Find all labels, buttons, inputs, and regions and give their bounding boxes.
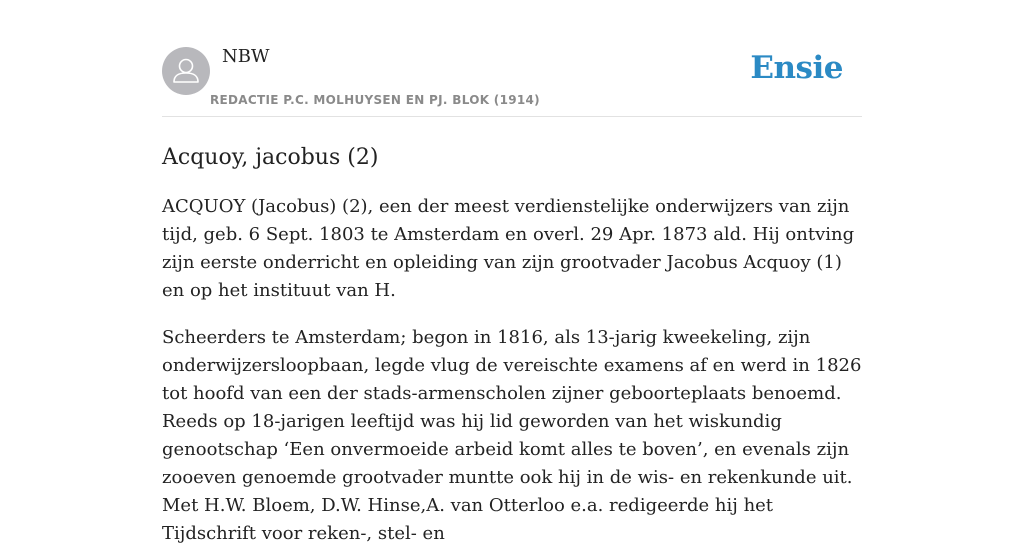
author-subtitle: REDACTIE P.C. MOLHUYSEN EN PJ. BLOK (1914) xyxy=(210,93,540,107)
article-paragraph-2: Scheerders te Amsterdam; begon in 1816, als 13-jarig kweekeling, zijn onderwijzersloopbaan, legde vlug de vereischte examens af en werd in 1826 tot hoofd van een der stads-armenscholen zijner geboorteplaats benoemd. Reeds op 18-jarigen leeftijd was hij lid geworden van het wiskundig genootschap ‘Een onvermoeide arbeid komt alles te boven’, en evenals zijn zooeven genoemde grootvader muntte ook hij in de wis- en rekenkunde uit. Met H.W. Bloem, D.W. Hinse,A. van Otterloo e.a. redigeerde hij het Tijdschrift voor reken-, stel- en xyxy=(162,327,862,544)
header xyxy=(162,0,862,117)
avatar[interactable] xyxy=(162,47,210,95)
article-title: Acquoy, jacobus (2) xyxy=(162,145,379,170)
content-container xyxy=(162,0,862,548)
user-icon xyxy=(162,47,210,95)
author-name[interactable]: NBW xyxy=(222,46,270,67)
article-paragraph-1: ACQUOY (Jacobus) (2), een der meest verdienstelijke onderwijzers van zijn tijd, geb. 6 Sept. 1803 te Amsterdam en overl. 29 Apr. 1873 ald. Hij ontving zijn eerste onderricht en opleiding van zijn grootvader Jacobus Acquoy (1) en op het instituut van H. xyxy=(162,196,855,301)
ensie-logo[interactable]: Ensie xyxy=(750,50,843,86)
